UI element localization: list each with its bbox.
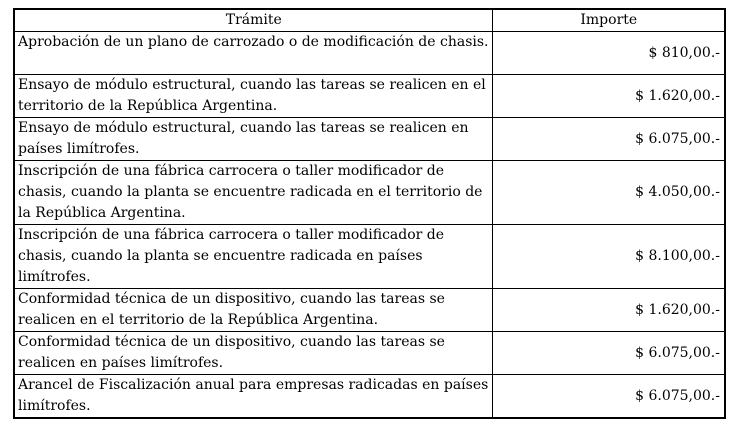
importe-cell: $ 1.620,00.-	[492, 75, 725, 118]
tramite-cell: Ensayo de módulo estructural, cuando las tareas se realicen en el territorio de la República Argentina.	[14, 75, 492, 118]
importe-cell: $ 810,00.-	[492, 32, 725, 75]
table-row	[14, 161, 725, 225]
header-importe: Importe	[492, 9, 725, 32]
table-row	[14, 75, 725, 118]
header-row	[14, 9, 725, 32]
tramite-cell: Inscripción de una fábrica carrocera o taller modificador de chasis, cuando la planta se encuentre radicada en el territorio de la República Argentina.	[14, 161, 492, 225]
table-row	[14, 375, 725, 419]
table-row	[14, 118, 725, 161]
importe-cell: $ 6.075,00.-	[492, 332, 725, 375]
importe-cell: $ 4.050,00.-	[492, 161, 725, 225]
importe-cell: $ 6.075,00.-	[492, 118, 725, 161]
tramite-cell: Aprobación de un plano de carrozado o de modificación de chasis.	[14, 32, 492, 75]
table-row	[14, 289, 725, 332]
tramite-cell: Arancel de Fiscalización anual para empresas radicadas en países limítrofes.	[14, 375, 492, 419]
importe-cell: $ 8.100,00.-	[492, 225, 725, 289]
tramite-cell: Conformidad técnica de un dispositivo, cuando las tareas se realicen en países limítrofes.	[14, 332, 492, 375]
table-row	[14, 332, 725, 375]
tramite-cell: Conformidad técnica de un dispositivo, cuando las tareas se realicen en el territorio de la República Argentina.	[14, 289, 492, 332]
table-row	[14, 32, 725, 75]
tramite-cell: Inscripción de una fábrica carrocera o taller modificador de chasis, cuando la planta se encuentre radicada en países limítrofes.	[14, 225, 492, 289]
tramite-cell: Ensayo de módulo estructural, cuando las tareas se realicen en países limítrofes.	[14, 118, 492, 161]
importe-cell: $ 6.075,00.-	[492, 375, 725, 419]
table-row	[14, 225, 725, 289]
header-tramite: Trámite	[14, 9, 492, 32]
importe-cell: $ 1.620,00.-	[492, 289, 725, 332]
fee-table	[13, 8, 726, 419]
